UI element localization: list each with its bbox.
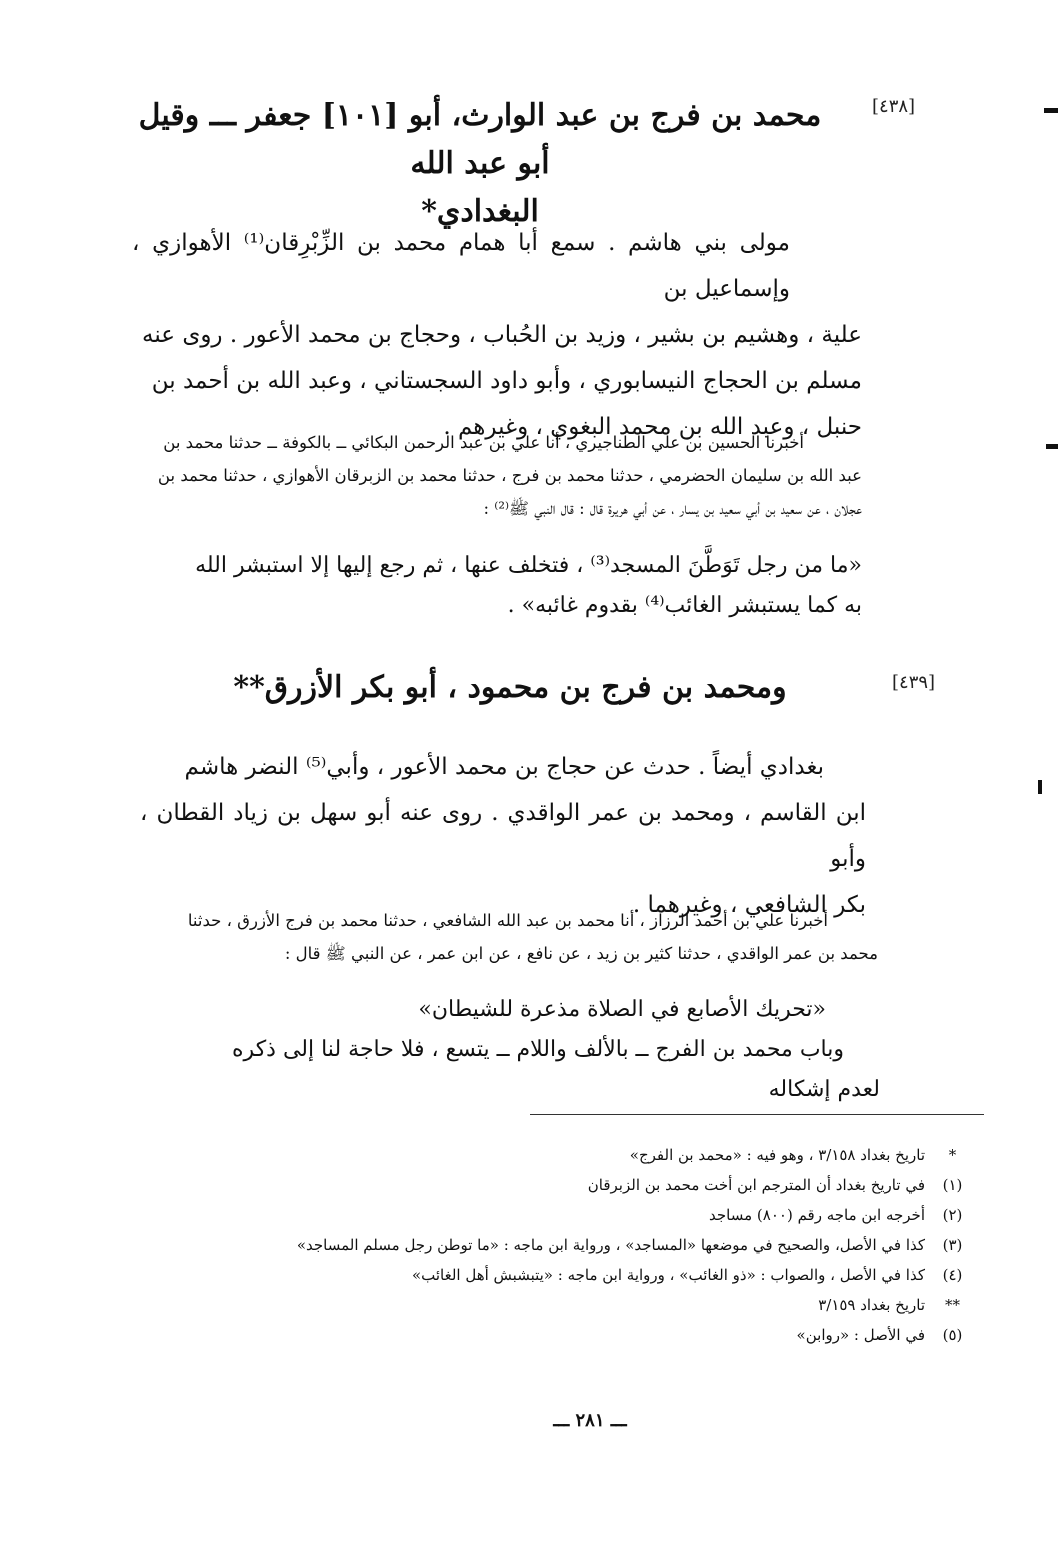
footnote bbox=[200, 1170, 980, 1200]
text-line: عجلان ، عن سعيد بن أبي سعيد بن يسار ، عن أبي هريرة قال : قال النبي ﷺ⁽²⁾ : bbox=[483, 499, 862, 518]
hadith-text bbox=[132, 546, 862, 626]
footnote-marker: ** bbox=[945, 1296, 960, 1314]
footnote bbox=[200, 1320, 980, 1350]
footnote-marker: (٥) bbox=[942, 1326, 963, 1344]
text-line: ابن القاسم ، ومحمد بن عمر الواقدي . روى عنه أبو سهل بن زياد القطان ، وأبو bbox=[140, 800, 866, 872]
footnote bbox=[200, 1230, 980, 1260]
page-number: ـــ ٢٨١ ـــ bbox=[553, 1410, 627, 1431]
text-line: «ما من رجل تَوَطَّنَ المسجد⁽³⁾ ، فتخلف عنها ، ثم رجع إليها إلا استبشر الله bbox=[195, 553, 862, 578]
biography-paragraph bbox=[132, 220, 862, 450]
text-line: عبد الله بن سليمان الحضرمي ، حدثنا محمد بن فرج ، حدثنا محمد بن الزبرقان الأهوازي ، حدثنا محمد بن bbox=[157, 466, 862, 485]
footnote-text: كذا في الأصل ، والصواب : «ذو الغائب» ، ورواية ابن ماجه : «يتبشبش أهل الغائب» bbox=[411, 1266, 925, 1284]
text-line: أخبرنا علي بن أحمد الرزاز ، أنا محمد بن عبد الله الشافعي ، حدثنا محمد بن فرج الأزرق ، حدثنا bbox=[187, 911, 828, 930]
footnote-text: في الأصل : «روابن» bbox=[796, 1326, 925, 1344]
entry-title-line: البغدادي* bbox=[421, 194, 539, 229]
entry-number: [٤٣٩] bbox=[892, 672, 936, 693]
entry-title bbox=[180, 664, 840, 712]
scan-edge-mark bbox=[1044, 108, 1058, 113]
entry-title bbox=[120, 92, 840, 236]
text-line: بغدادي أيضاً . حدث عن حجاج بن محمد الأعور ، وأبي⁽⁵⁾ النضر هاشم bbox=[184, 754, 824, 780]
text-line: وباب محمد بن الفرج ــ بالألف واللام ــ يتسع ، فلا حاجة لنا إلى ذكره bbox=[232, 1037, 844, 1062]
footnote-marker: * bbox=[948, 1146, 957, 1164]
isnad-paragraph bbox=[148, 904, 878, 970]
text-line: بكر الشافعي ، وغيرهما . bbox=[632, 892, 866, 918]
entry-title-line: محمد بن فرج بن عبد الوارث، أبو [١٠١] جعفر ـــ وقيل أبو عبد الله bbox=[138, 98, 822, 181]
footnote-marker: (٤) bbox=[942, 1266, 963, 1284]
footnote-text: في تاريخ بغداد أن المترجم ابن أخت محمد بن الزبرقان bbox=[587, 1176, 925, 1194]
entry-number: [٤٣٨] bbox=[872, 96, 916, 117]
scan-edge-mark bbox=[1046, 444, 1058, 449]
footnotes bbox=[200, 1140, 980, 1350]
footnote-marker: (٢) bbox=[942, 1206, 963, 1224]
footnote bbox=[200, 1140, 980, 1170]
text-line: علية ، وهشيم بن بشير ، وزيد بن الحُباب ، وحجاج بن محمد الأعور . روى عنه bbox=[142, 322, 862, 348]
footnote-marker: (١) bbox=[942, 1176, 963, 1194]
footnote bbox=[200, 1260, 980, 1290]
footnote-text: تاريخ بغداد ٣/١٥٩ bbox=[818, 1296, 925, 1314]
text-line: لعدم إشكاله bbox=[768, 1077, 880, 1102]
hadith-text bbox=[390, 990, 826, 1030]
text-line: مسلم بن الحجاج النيسابوري ، وأبو داود السجستاني ، وعبد الله بن أحمد بن bbox=[151, 368, 862, 394]
isnad-paragraph bbox=[138, 426, 862, 525]
text-line: محمد بن عمر الواقدي ، حدثنا كثير بن زيد ، عن نافع ، عن ابن عمر ، عن النبي ﷺ قال : bbox=[284, 944, 878, 963]
scan-edge-mark bbox=[1038, 780, 1042, 794]
text-line: مولى بني هاشم . سمع أبا همام محمد بن الزِّبْرِقان⁽¹⁾ الأهوازي ، وإسماعيل بن bbox=[132, 230, 790, 302]
text-line: «تحريك الأصابع في الصلاة مذعرة للشيطان» bbox=[418, 997, 826, 1022]
closing-paragraph bbox=[160, 1030, 880, 1110]
text-line: حنبل ، وعبد الله بن محمد البغوي ، وغيرهم . bbox=[443, 414, 862, 440]
footnote bbox=[200, 1200, 980, 1230]
footnote-marker: (٣) bbox=[942, 1236, 963, 1254]
text-line: به كما يستبشر الغائب⁽⁴⁾ بقدوم غائبه» . bbox=[507, 593, 862, 618]
footnote-text: كذا في الأصل، والصحيح في موضعها «المساجد» ، ورواية ابن ماجه : «ما توطن رجل مسلم المساجد» bbox=[296, 1236, 925, 1254]
footnote bbox=[200, 1290, 980, 1320]
biography-paragraph bbox=[140, 744, 866, 928]
text-line: أخبرنا الحسين بن علي الطناجيري ، أنا علي بن عبد الرحمن البكائي ــ بالكوفة ــ حدثنا محمد بن bbox=[163, 433, 804, 452]
footnote-text: تاريخ بغداد ٣/١٥٨ ، وهو فيه : «محمد بن الفرج» bbox=[629, 1146, 925, 1164]
entry-title-line: ومحمد بن فرج بن محمود ، أبو بكر الأزرق** bbox=[233, 670, 787, 705]
footnote-text: أخرجه ابن ماجه رقم (٨٠٠) مساجد bbox=[709, 1206, 925, 1224]
footnote-divider bbox=[530, 1114, 984, 1115]
